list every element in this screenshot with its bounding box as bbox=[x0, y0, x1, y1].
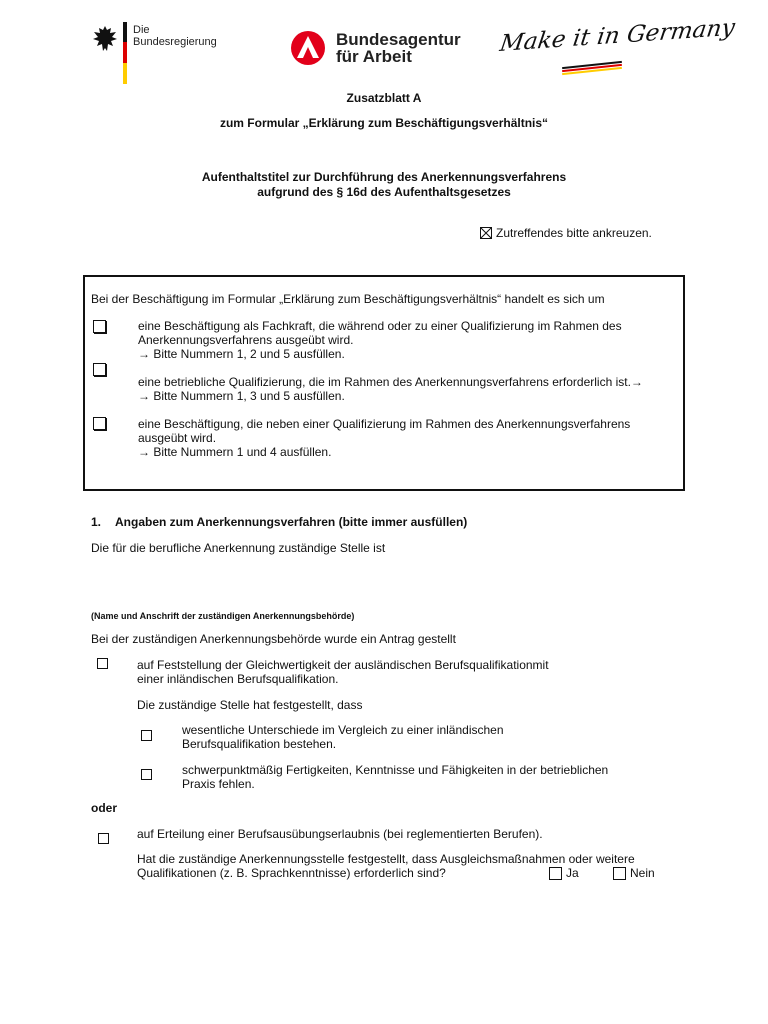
option-1-text bbox=[138, 319, 678, 361]
flag-bar bbox=[123, 22, 127, 84]
logo-line-die: Die bbox=[133, 24, 150, 36]
ja-checkbox[interactable] bbox=[549, 867, 562, 880]
bundesregierung-logo bbox=[92, 22, 222, 86]
ba-logo-icon bbox=[290, 30, 326, 66]
miig-swoosh bbox=[562, 64, 622, 72]
option-3-line3: → Bitte Nummern 1 und 4 ausfüllen. bbox=[138, 445, 332, 459]
option-2-line2: → Bitte Nummern 1, 3 und 5 ausfüllen. bbox=[138, 389, 345, 403]
oder-label: oder bbox=[91, 801, 118, 815]
unterschiede-line1: wesentliche Unterschiede im Vergleich zu einer inländischen bbox=[182, 723, 504, 737]
stelle-input-field[interactable] bbox=[91, 560, 681, 606]
ba-logo bbox=[290, 30, 470, 70]
option-1-line3: → Bitte Nummern 1, 2 und 5 ausfüllen. bbox=[138, 347, 345, 361]
ba-line-2: für Arbeit bbox=[336, 47, 412, 66]
unterschiede-line2: Berufsqualifikation bestehen. bbox=[182, 737, 337, 751]
option-2-checkbox[interactable] bbox=[93, 363, 106, 376]
ja-label: Ja bbox=[566, 866, 579, 880]
fertigkeiten-text bbox=[182, 763, 608, 791]
berufsausuebung-checkbox[interactable] bbox=[98, 833, 109, 844]
ba-line-1: Bundesagentur bbox=[336, 30, 461, 49]
option-3-checkbox[interactable] bbox=[93, 417, 106, 430]
berufsausuebung-text: auf Erteilung einer Berufsausübungserlaubnis (bei reglementierten Berufen). bbox=[137, 827, 543, 841]
bundesregierung-text bbox=[133, 24, 217, 48]
antrag-text: Bei der zuständigen Anerkennungsbehörde wurde ein Antrag gestellt bbox=[91, 632, 456, 646]
question-line2: Qualifikationen (z. B. Sprachkenntnisse) erforderlich sind? bbox=[137, 866, 446, 880]
option-1-checkbox[interactable] bbox=[93, 320, 106, 333]
form-heading-line1: Aufenthaltstitel zur Durchführung des Anerkennungsverfahrens bbox=[201, 170, 567, 184]
nein-label: Nein bbox=[630, 866, 655, 880]
option-3-line2: ausgeübt wird. bbox=[138, 431, 217, 445]
x-mark-icon bbox=[481, 228, 491, 238]
federal-eagle-icon bbox=[92, 24, 118, 54]
section-1-title: Angaben zum Anerkennungsverfahren (bitte immer ausfüllen) bbox=[115, 515, 468, 529]
miig-text: Make it in Germany bbox=[498, 14, 737, 57]
fertigkeiten-line2: Praxis fehlen. bbox=[182, 777, 255, 791]
option-2-text bbox=[138, 375, 686, 403]
option-2-line1: eine betriebliche Qualifizierung, die im Rahmen des Anerkennungsverfahrens erforderlich ist.→ bbox=[138, 375, 643, 389]
ba-logo-text bbox=[336, 31, 461, 65]
fertigkeiten-line1: schwerpunktmäßig Fertigkeiten, Kenntnisse und Fähigkeiten in der betrieblichen bbox=[182, 763, 609, 777]
form-heading-line2: aufgrund des § 16d des Aufenthaltsgesetzes bbox=[257, 185, 511, 199]
feststellung-line2: einer inländischen Berufsqualifikation. bbox=[137, 672, 339, 686]
section-1-number: 1. bbox=[91, 515, 102, 529]
feststellung-line1: auf Feststellung der Gleichwertigkeit der ausländischen Berufsqualifikationmit bbox=[137, 658, 549, 672]
unterschiede-text bbox=[182, 723, 504, 751]
name-hint: (Name und Anschrift der zuständigen Anerkennungsbehörde) bbox=[91, 611, 355, 621]
option-3-text bbox=[138, 417, 678, 459]
hint-checked-box bbox=[480, 227, 492, 239]
make-it-in-germany-logo bbox=[498, 14, 737, 78]
festgestellt-text: Die zuständige Stelle hat festgestellt, dass bbox=[137, 698, 363, 712]
feststellung-checkbox[interactable] bbox=[97, 658, 108, 669]
feststellung-text bbox=[137, 658, 549, 686]
option-3-line1: eine Beschäftigung, die neben einer Qualifizierung im Rahmen des Anerkennungsverfahrens bbox=[138, 417, 631, 431]
logo-line-bundesregierung: Bundesregierung bbox=[133, 36, 217, 48]
option-1-line1: eine Beschäftigung als Fachkraft, die während oder zu einer Qualifizierung im Rahmen des bbox=[138, 319, 622, 333]
option-1-line2: Anerkennungsverfahrens ausgeübt wird. bbox=[138, 333, 354, 347]
form-subtitle: zum Formular „Erklärung zum Beschäftigungsverhältnis“ bbox=[219, 116, 549, 130]
question-line1: Hat die zuständige Anerkennungsstelle festgestellt, dass Ausgleichsmaßnahmen oder weitere bbox=[137, 852, 635, 866]
box-intro: Bei der Beschäftigung im Formular „Erklärung zum Beschäftigungsverhältnis“ handelt es sich um bbox=[91, 292, 605, 306]
nein-checkbox[interactable] bbox=[613, 867, 626, 880]
unterschiede-checkbox[interactable] bbox=[141, 730, 152, 741]
form-title: Zusatzblatt A bbox=[346, 91, 422, 105]
stelle-label: Die für die berufliche Anerkennung zuständige Stelle ist bbox=[91, 541, 386, 555]
hint-text: Zutreffendes bitte ankreuzen. bbox=[496, 226, 652, 240]
fertigkeiten-checkbox[interactable] bbox=[141, 769, 152, 780]
